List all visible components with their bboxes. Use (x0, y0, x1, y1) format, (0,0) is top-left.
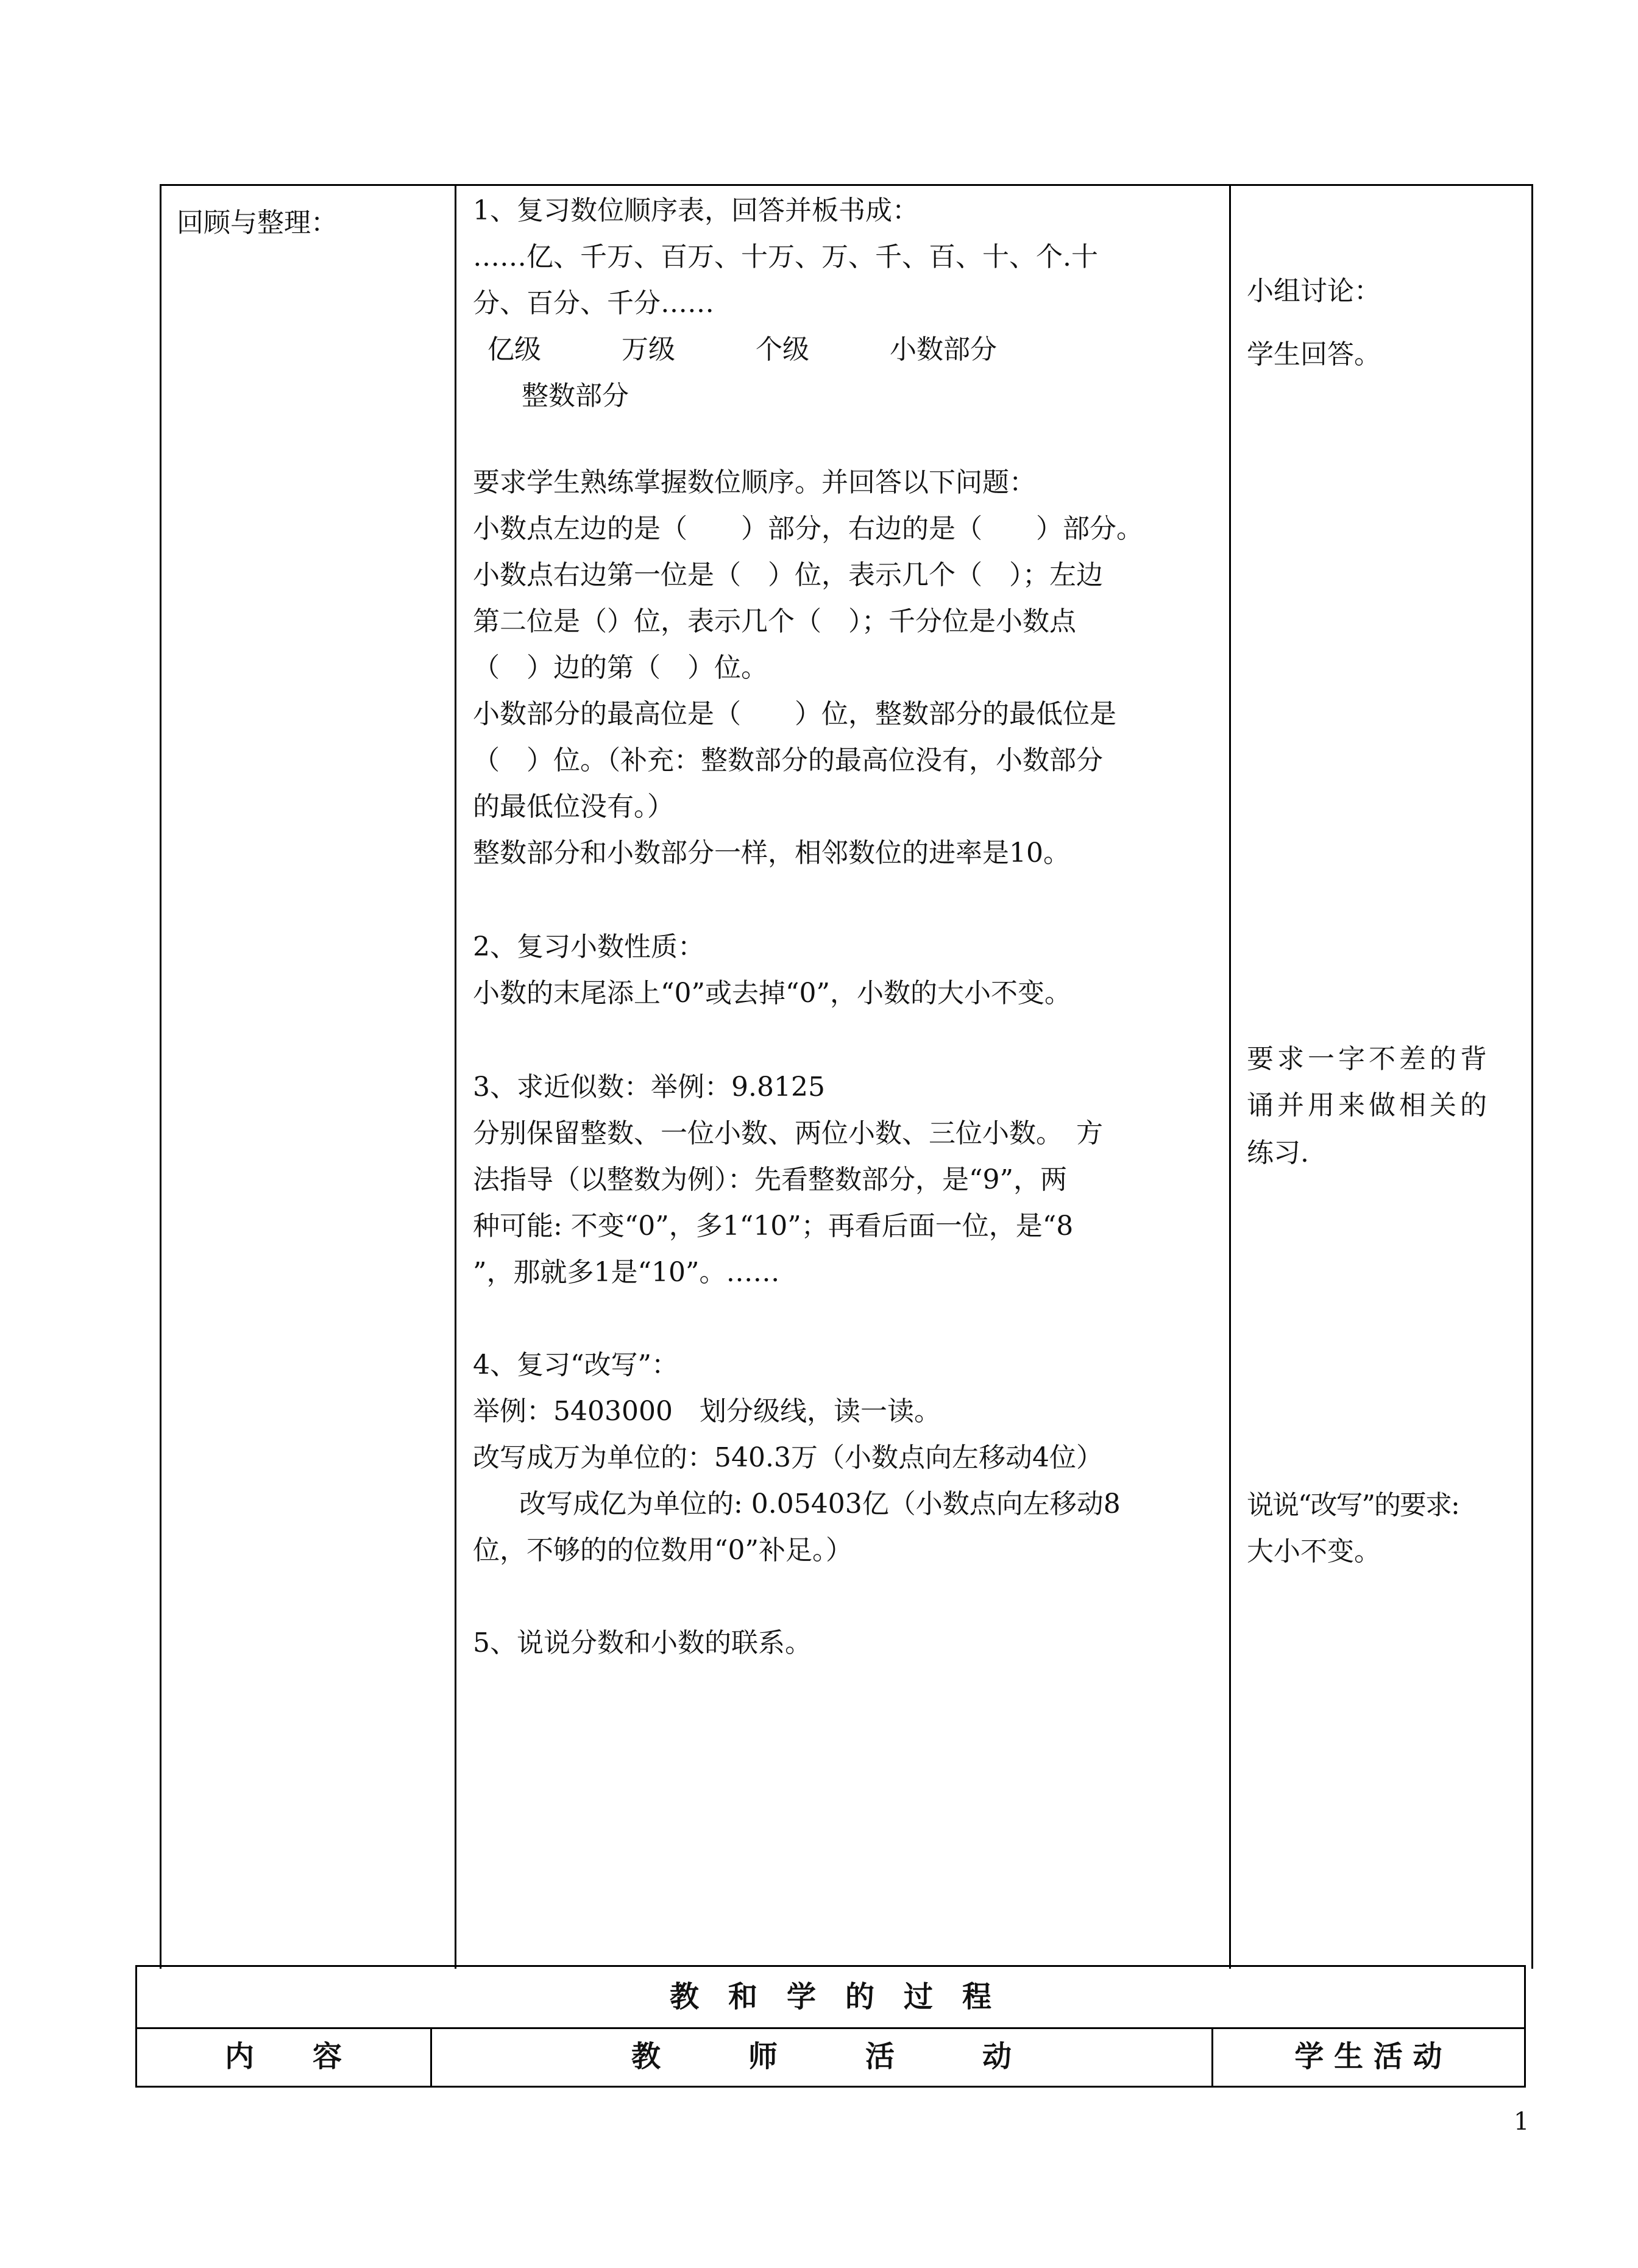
teacher-line: ……亿、千万、百万、十万、万、千、百、十、个.十 (473, 241, 1098, 272)
footer-table-bottom (135, 2086, 1526, 2088)
footer-table-title: 教 和 学 的 过 程 (669, 1980, 991, 2014)
student-line: 说说“改写”的要求: (1247, 1490, 1459, 1521)
teacher-line: 1、复习数位顺序表，回答并板书成： (473, 195, 919, 226)
teacher-line: 分、百分、千分…… (473, 288, 714, 319)
teacher-line: ”，那就多1是“10”。…… (473, 1257, 780, 1288)
student-line: 大小不变。 (1247, 1536, 1381, 1567)
teacher-line: 亿级 万级 个级 小数部分 (488, 334, 997, 365)
column-header-content: 内 容 (224, 2039, 342, 2074)
student-line: 学生回答。 (1247, 339, 1381, 370)
teacher-line: 4、复习“改写”： (473, 1349, 678, 1381)
teacher-line: 小数的末尾添上“0”或去掉“0”，小数的大小不变。 (473, 978, 1071, 1009)
teacher-line: 5、说说分数和小数的联系。 (473, 1627, 812, 1658)
table-border-top (160, 184, 1533, 186)
table-border-left (160, 184, 161, 1969)
table-border-right (1531, 184, 1533, 1969)
footer-table-top (135, 1965, 1526, 1967)
teacher-line: （ ）边的第（ ）位。 (473, 652, 768, 683)
student-line: 小组讨论： (1247, 276, 1381, 307)
page-number: 1 (1514, 2108, 1530, 2136)
teacher-line: 2、复习小数性质： (473, 931, 704, 962)
teacher-line: 的最低位没有。） (473, 791, 674, 822)
teacher-line: 分别保留整数、一位小数、两位小数、三位小数。 方 (473, 1118, 1103, 1149)
section-label: 回顾与整理： (177, 207, 338, 238)
teacher-line: 改写成亿为单位的: 0.05403亿（小数点向左移动8 (519, 1488, 1121, 1520)
footer-table-mid (135, 2027, 1526, 2029)
teacher-line: 小数点右边第一位是（ ）位，表示几个（ ）；左边 (473, 560, 1103, 591)
teacher-line: 种可能: 不变“0”，多1“10”；再看后面一位，是“8 (473, 1210, 1074, 1242)
table-divider-2 (1229, 184, 1231, 1969)
teacher-line: 法指导（以整数为例）：先看整数部分，是“9”，两 (473, 1164, 1067, 1195)
column-header-student: 学 生 活 动 (1294, 2039, 1442, 2074)
column-header-teacher: 教 师 活 动 (631, 2039, 1012, 2074)
teacher-line: 第二位是（）位，表示几个（ ）；千分位是小数点 (473, 606, 1076, 637)
table-divider-1 (455, 184, 456, 1969)
student-line: 诵并用来做相关的 (1247, 1090, 1491, 1121)
teacher-line: 改写成万为单位的：540.3万（小数点向左移动4位） (473, 1442, 1103, 1473)
teacher-line: 3、求近似数：举例：9.8125 (473, 1072, 825, 1103)
teacher-line: 整数部分 (522, 380, 629, 411)
teacher-line: 小数点左边的是（ ）部分，右边的是（ ）部分。 (473, 513, 1143, 544)
teacher-line: （ ）位。（补充：整数部分的最高位没有，小数部分 (473, 745, 1103, 776)
student-line: 要求一字不差的背 (1247, 1043, 1491, 1075)
teacher-line: 位，不够的的位数用“0”补足。） (473, 1535, 853, 1566)
teacher-line: 整数部分和小数部分一样，相邻数位的进率是10。 (473, 837, 1070, 869)
teacher-line: 举例：5403000 划分级线，读一读。 (473, 1396, 941, 1427)
teacher-line: 要求学生熟练掌握数位顺序。并回答以下问题： (473, 467, 1036, 498)
student-line: 练习. (1247, 1137, 1309, 1168)
teacher-line: 小数部分的最高位是（ ）位，整数部分的最低位是 (473, 699, 1116, 730)
